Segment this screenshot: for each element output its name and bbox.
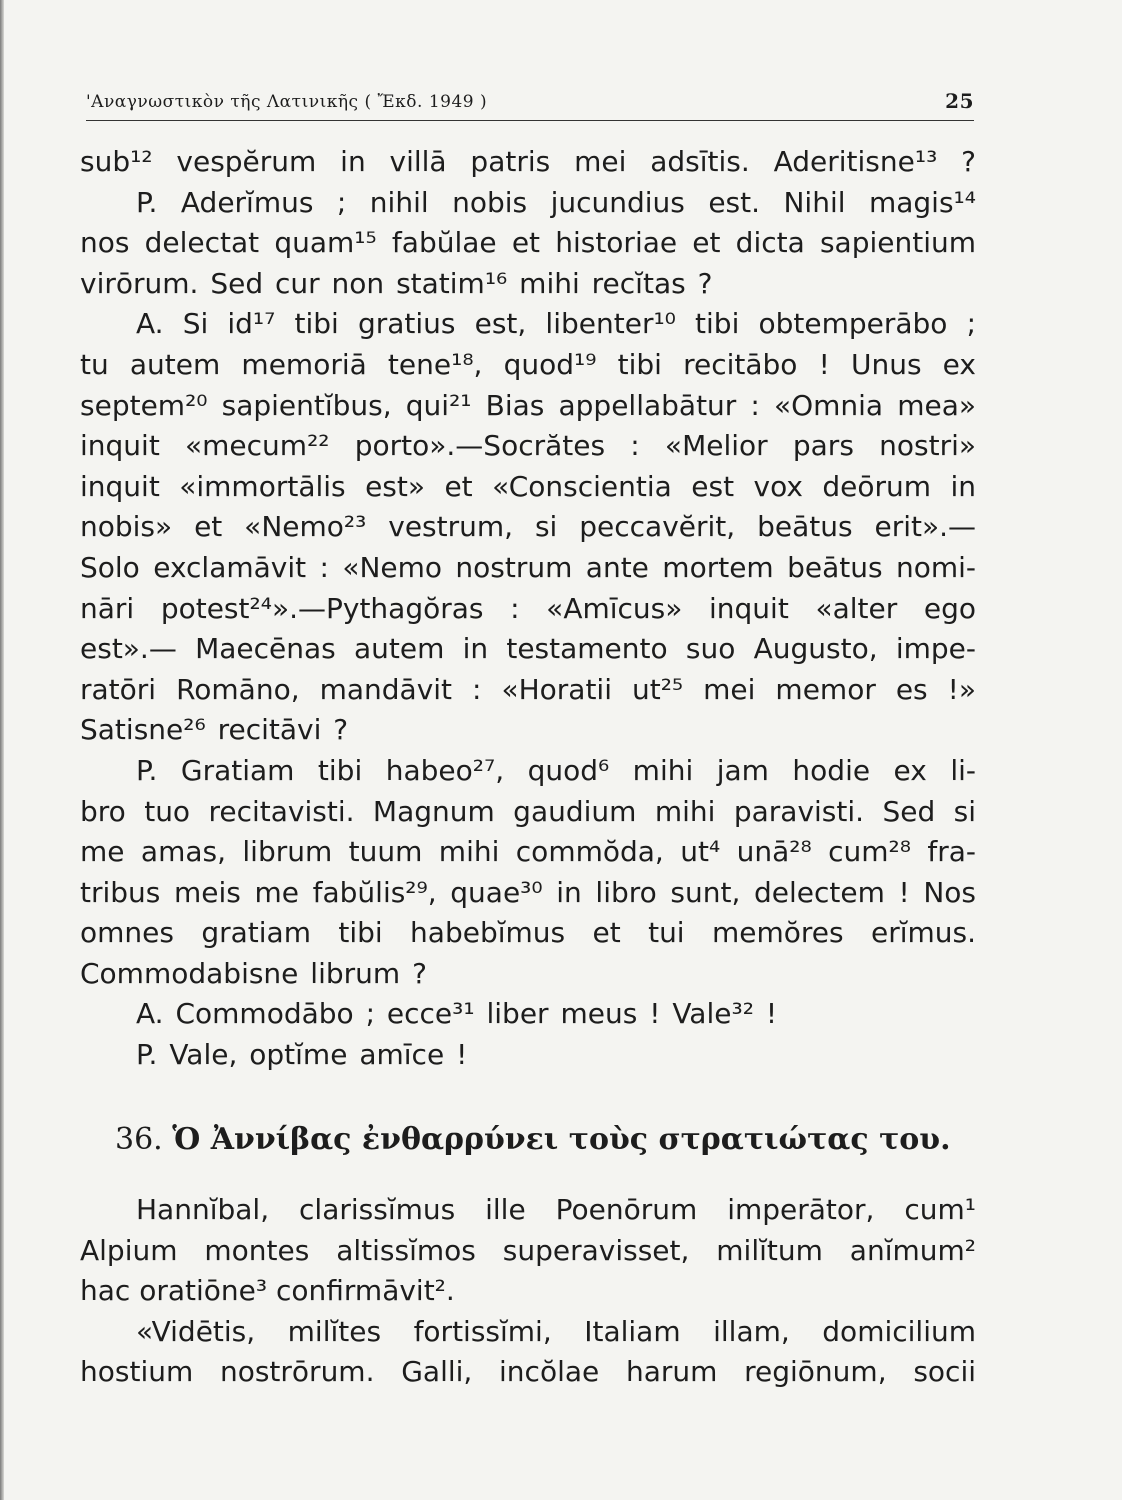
text-line: ratōri Romāno, mandāvit : «Horatii ut²⁵ mei memor es !» [80, 672, 976, 706]
text-line: me amas, librum tuum mihi commŏda, ut⁴ unā²⁸ cum²⁸ fra- [80, 835, 976, 869]
section-number: 36. [115, 1122, 163, 1157]
section-title: Ὁ Ἀννίβας ἐνθαρρύνει τοὺς στρατιώτας του. [172, 1122, 951, 1157]
text-line: A. Commodābo ; ecce³¹ liber meus ! Vale³² ! [136, 997, 778, 1031]
text-line: nāri potest²⁴».—Pythagŏras : «Amīcus» inquit «alter ego [80, 591, 976, 625]
text-line: Solo exclamāvit : «Nemo nostrum ante mortem beātus nomi- [80, 550, 976, 584]
text-line: nobis» et «Nemo²³ vestrum, si peccavĕrit, beātus erit».— [80, 510, 976, 544]
text-line: «Vidētis, milĭtes fortissĭmi, Italiam illam, domicilium [136, 1314, 976, 1348]
text-line: omnes gratiam tibi habebĭmus et tui memŏres erĭmus. [80, 916, 976, 950]
text-line: bro tuo recitavisti. Magnum gaudium mihi paravisti. Sed si [80, 794, 976, 828]
text-line: tu autem memoriā tene¹⁸, quod¹⁹ tibi recitābo ! Unus ex [80, 347, 976, 381]
section-heading [115, 1120, 975, 1160]
text-line: Commodabisne librum ? [80, 956, 427, 990]
running-head-title: 'Αναγνωστικὸν τῆς Λατινικῆς ( Ἔκδ. 1949 ) [86, 92, 488, 112]
text-line: inquit «mecum²² porto».—Socrătes : «Melior pars nostri» [80, 429, 976, 463]
dialogue-text [80, 142, 976, 1076]
text-line: virōrum. Sed cur non statim¹⁶ mihi recĭtas ? [80, 266, 713, 300]
page-number: 25 [945, 89, 974, 113]
text-line: Hannĭbal, clarissĭmus ille Poenōrum imperātor, cum¹ [136, 1193, 976, 1226]
text-line: P. Vale, optĭme amīce ! [136, 1038, 468, 1072]
section-text [80, 1190, 976, 1393]
text-line: hac oratiōne³ confirmāvit². [80, 1274, 455, 1308]
text-line: septem²⁰ sapientĭbus, qui²¹ Bias appellabātur : «Omnia mea» [80, 388, 976, 422]
text-line: inquit «immortālis est» et «Conscientia est vox deōrum in [80, 469, 976, 503]
text-line: est».— Maecēnas autem in testamento suo Augusto, impe- [80, 632, 976, 666]
text-line: nos delectat quam¹⁵ fabŭlae et historiae et dicta sapientium [80, 226, 976, 260]
running-head [86, 86, 974, 121]
text-line: A. Si id¹⁷ tibi gratius est, libenter¹⁰ tibi obtemperābo ; [136, 307, 976, 341]
text-line: P. Aderĭmus ; nihil nobis jucundius est. Nihil magis¹⁴ [136, 185, 976, 219]
text-line: Satisne²⁶ recitāvi ? [80, 713, 349, 747]
text-line: tribus meis me fabŭlis²⁹, quae³⁰ in libro sunt, delectem ! Nos [80, 875, 976, 909]
text-line: Alpium montes altissĭmos superavisset, milĭtum anĭmum² [80, 1233, 976, 1267]
book-spine-shadow [0, 0, 4, 1500]
text-line: P. Gratiam tibi habeo²⁷, quod⁶ mihi jam hodie ex li- [136, 753, 976, 787]
text-line: hostium nostrōrum. Galli, incŏlae harum regiōnum, socii [80, 1355, 976, 1389]
text-line: sub¹² vespĕrum in villā patris mei adsītis. Aderitisne¹³ ? [80, 145, 976, 178]
